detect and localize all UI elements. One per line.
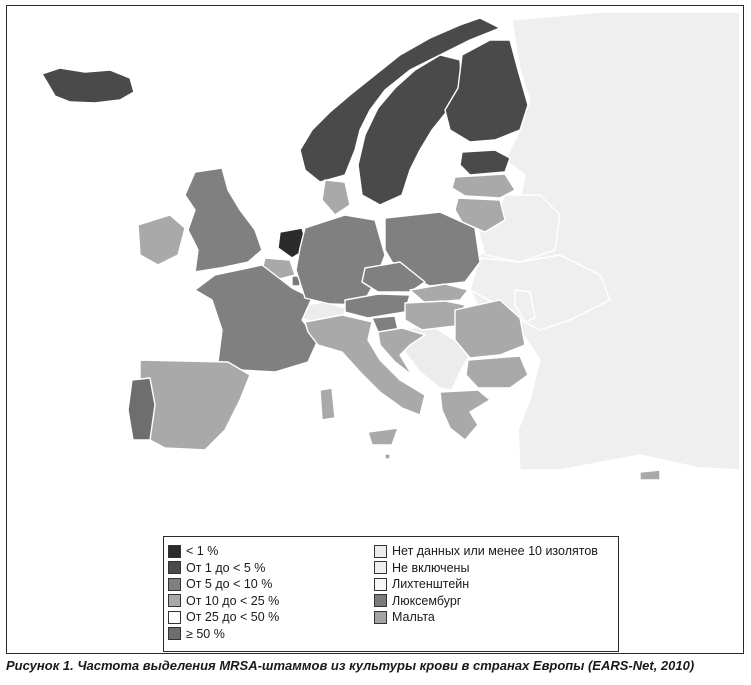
country-bulgaria [466, 356, 528, 388]
country-latvia [452, 174, 515, 198]
country-spain [140, 360, 250, 450]
country-italy-sardinia [320, 388, 335, 420]
country-italy-sicily [368, 428, 398, 445]
legend [163, 536, 619, 652]
legend-label: От 10 до < 25 % [186, 593, 280, 608]
legend-item [168, 609, 279, 626]
legend-swatch [168, 578, 181, 591]
legend-label: От 25 до < 50 % [186, 610, 280, 625]
country-cyprus [640, 470, 660, 480]
country-finland [445, 40, 528, 142]
legend-label: Лихтенштейн [392, 577, 470, 592]
country-germany [296, 215, 385, 305]
legend-swatch [168, 627, 181, 640]
legend-label: ≥ 50 % [186, 626, 225, 641]
legend-swatch [374, 578, 387, 591]
legend-swatch [374, 594, 387, 607]
country-austria [345, 294, 410, 318]
country-ireland [138, 215, 185, 265]
country-portugal [128, 378, 155, 440]
legend-label: < 1 % [186, 544, 219, 559]
legend-swatch [374, 545, 387, 558]
legend-label: Люксембург [392, 593, 462, 608]
country-iceland [42, 68, 134, 103]
country-malta [385, 454, 390, 459]
country-denmark [322, 180, 350, 215]
legend-label: Мальта [392, 610, 435, 625]
legend-column-left [168, 543, 279, 642]
legend-label: Не включены [392, 560, 470, 575]
legend-swatch [168, 545, 181, 558]
legend-label: От 5 до < 10 % [186, 577, 273, 592]
country-estonia [460, 150, 510, 175]
legend-label: Нет данных или менее 10 изолятов [392, 544, 598, 559]
legend-item [168, 626, 279, 643]
legend-item [374, 593, 598, 610]
legend-item [374, 543, 598, 560]
legend-item [374, 609, 598, 626]
legend-swatch [374, 611, 387, 624]
legend-swatch [168, 611, 181, 624]
legend-column-right [374, 543, 598, 626]
legend-swatch [374, 561, 387, 574]
legend-swatch [168, 561, 181, 574]
legend-item [374, 576, 598, 593]
country-uk [185, 168, 262, 272]
legend-swatch [168, 594, 181, 607]
legend-item [168, 543, 279, 560]
legend-item [168, 576, 279, 593]
country-greece [440, 390, 490, 440]
legend-item [168, 560, 279, 577]
legend-label: От 1 до < 5 % [186, 560, 266, 575]
legend-item [168, 593, 279, 610]
legend-item [374, 560, 598, 577]
figure-caption: Рисунок 1. Частота выделения MRSA-штаммов из культуры крови в странах Европы (EARS-Net, 2010) [6, 658, 695, 673]
